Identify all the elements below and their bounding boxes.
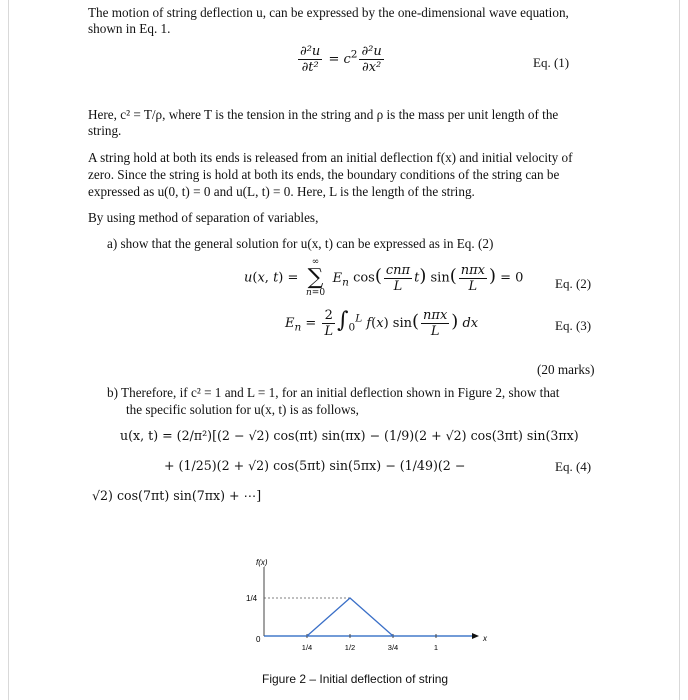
method-text: By using method of separation of variables, bbox=[88, 210, 319, 225]
page-border-left bbox=[8, 0, 9, 700]
eq3-label: Eq. (3) bbox=[555, 318, 592, 333]
x-axis-arrow-icon bbox=[472, 633, 479, 639]
part-b-line-1: b) Therefore, if c² = 1 and L = 1, for an initial deflection shown in Figure 2, show that bbox=[107, 385, 560, 400]
intro-line-2: shown in Eq. 1. bbox=[88, 21, 171, 36]
figure-2-chart bbox=[240, 555, 490, 663]
x-tick-label: 1/4 bbox=[301, 643, 313, 652]
equation-2: u(x, t) = ∞ ∑ n=0 $E_n$ cos( $\frac{\text{cnπ}}{L}$ t) sin( $\frac{\text{nπx}}{L}$ ) = 0 bbox=[244, 257, 524, 298]
here-line-2: string. bbox=[88, 123, 122, 138]
page-border-right bbox=[679, 0, 680, 700]
equation-4-line-2: + (1/25)(2 + √2) cos(5πt) sin(5πx) − (1/49)(2 − bbox=[164, 458, 466, 473]
eq4-label: Eq. (4) bbox=[555, 459, 592, 474]
marks-text: (20 marks) bbox=[537, 362, 595, 377]
here-line-1: Here, c² = T/ρ, where T is the tension in the string and ρ is the mass per unit length of the bbox=[88, 107, 559, 122]
problem-line-3: expressed as u(0, t) = 0 and u(L, t) = 0. Here, L is the length of the string. bbox=[88, 184, 475, 199]
x-axis-label: x bbox=[483, 634, 487, 643]
eq1-label: Eq. (1) bbox=[533, 55, 570, 70]
y-axis-label: f(x) bbox=[256, 558, 268, 567]
x-tick-label: 1/2 bbox=[344, 643, 356, 652]
equation-1: $\frac{\text{∂²u}}{\text{∂t²}}$ = $c^2$ $\frac{\text{∂²u}}{\text{∂x²}}$ bbox=[300, 44, 382, 75]
problem-line-1: A string hold at both its ends is released from an initial deflection f(x) and initial velocity of bbox=[88, 150, 573, 165]
equation-4-line-1: u(x, t) = (2/π²)[(2 − √2) cos(πt) sin(πx) − (1/9)(2 + √2) cos(3πt) sin(3πx) bbox=[120, 428, 579, 443]
y-tick-label-quarter: 1/4 bbox=[246, 594, 258, 603]
x-tick-label: 1 bbox=[433, 643, 439, 652]
figure-caption: Figure 2 – Initial deflection of string bbox=[262, 672, 449, 686]
problem-line-2: zero. Since the string is hold at both its ends, the boundary conditions of the string can be bbox=[88, 167, 560, 182]
equation-3: $E_n$ = $\frac{2}{L}$ $\int_0^L$ f(x) sin( $\frac{\text{nπx}}{L}$ ) dx bbox=[285, 308, 479, 339]
intro-line-1: The motion of string deflection u, can be expressed by the one-dimensional wave equation, bbox=[88, 5, 569, 20]
deflection-curve bbox=[307, 598, 393, 636]
x-tick-label: 3/4 bbox=[387, 643, 399, 652]
part-b-line-2: the specific solution for u(x, t) is as follows, bbox=[126, 402, 359, 417]
y-tick-label-zero: 0 bbox=[256, 635, 261, 644]
equation-4-line-3: √2) cos(7πt) sin(7πx) + ⋯] bbox=[92, 488, 262, 503]
eq2-label: Eq. (2) bbox=[555, 276, 592, 291]
part-a-text: a) show that the general solution for u(x, t) can be expressed as in Eq. (2) bbox=[107, 236, 494, 251]
